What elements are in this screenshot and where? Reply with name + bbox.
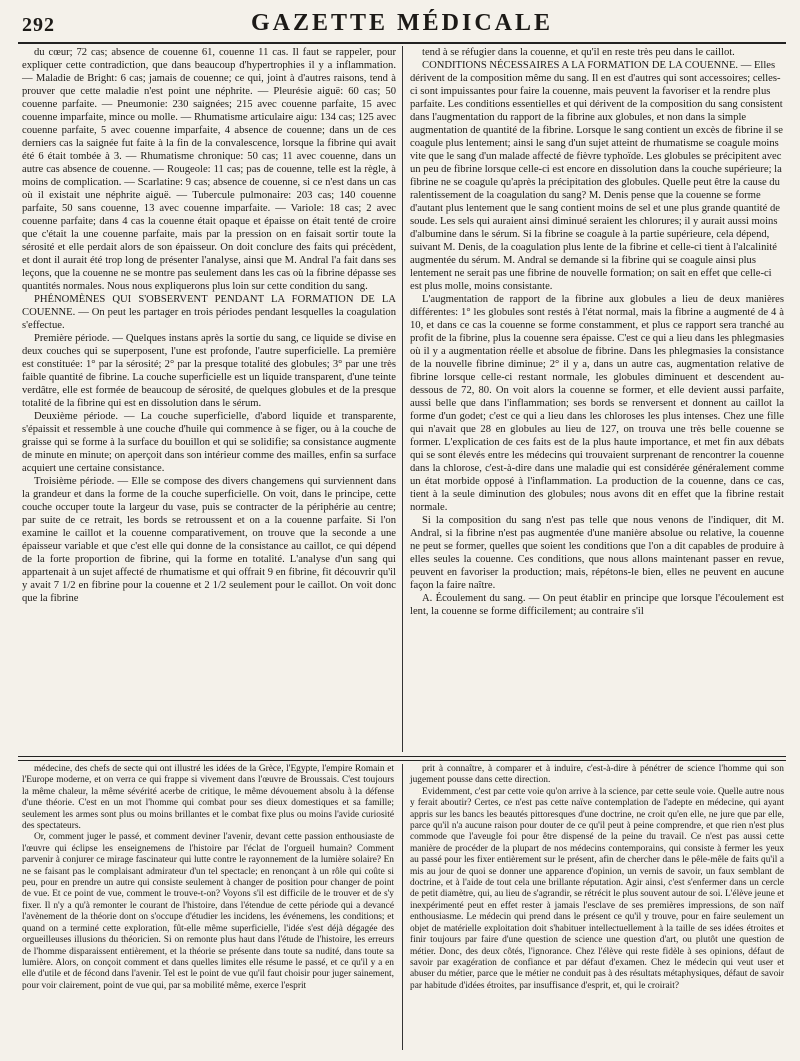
paragraph: tend à se réfugier dans la couenne, et qu'il en reste très peu dans le caillot. — [422, 47, 735, 58]
paragraph: Evidemment, c'est par cette voie qu'on arrive à la science, par cette seule voie. Quelle autre nous y ferait aboutir? Certes, ce n'est pas cette naïve contemplation de l'adepte en médecine, qui ayant appris sur les bancs les beautés pittoresques d'une doctrine, ne croit qu'en elle, ne jure que par elle, parce qu'il n'a aucune raison pour douter de ce qu'il peut à peine comprendre, et que rien n'est plus commode que l'aveugle foi pour être dispensé de la peine du travail. Ce n'est pas aussi cette manière de procéder de la plupart de nos médecins contemporains, qui consiste à fermer les yeux au passé pour les fixer entièrement sur le présent, afin de chercher dans le pêle-mêle de faits qu'il a mis au jour de quoi se donner une apparence d'opinion, un vernis de savoir, un faux semblant de doctrine, et à l'aide de tout cela une brillante réputation. Agir ainsi, c'est s'enfermer dans un cercle de petit diamètre, qui, au lieu de s'agrandir, se rétrécit le plus souvent autour de soi. L'élève jeune et inexpérimenté peut en effet rester à jamais l'esclave de ses premières impressions, de son naïf enthousiasme. Le médecin qui prend dans le présent ce qu'il y trouve, pour en faire seulement un objet de matérielle exploitation doit s'habituer intellectuellement à la taille de ses idées étroites et finir toujours par faire d'une question de science une question d'art, ou plutôt une question de métier. Donc, des deux côtés, l'ignorance. Chez l'élève qui reste fidèle à ses opinions, défaut de savoir par exagération de confiance et par défaut d'examen. Chez le médecin qui veut user et abuser du métier, parce que le métier ne conduit pas à des résultats métaphysiques, défaut de savoir par habitude d'idées étroites, par insuffisance d'esprit, et, qui le croirait? — [410, 786, 784, 991]
paragraph: L'augmentation de rapport de la fibrine aux globules a lieu de deux manières différentes: 1° les globules sont restés à l'état normal, mais la fibrine a augmenté de 4 à 10, et dans ce cas la couenne se forme constamment, et plus ce rapport sera tranché au profit de la fibrine, plus la couenne sera épaisse. C'est ce qui a lieu dans les phlegmasies où il y a augmentation réelle et absolue de fibrine. Dans les phlegmasies la consistance de la nouvelle fibrine diminue; 2° il y a, dans un autre cas, augmentation relative de fibrine lorsque celle-ci restant normale, les globules diminuent et descendent au-dessous de 72, 80. On voit alors la couenne se former, et elle devient aussi parfaite, aussi belle que dans l'inflammation; ses bords se renversent et donnent au caillot la forme d'un godet; c'est ce qui a lieu dans les chloroses les plus intenses. Chez une fille qui n'avait que 28 en globules au lieu de 127, on trouva une très belle couenne se former. L'explication de ces faits est de la plus haute importance, et met fin aux débats qui se sont élevés entre les médecins qui trouvaient surprenant de rencontrer la couenne dans la chlorose, c'est-à-dire dans une maladie qui est considérée généralement comme un état morbide opposé à l'inflammation. La production de la couenne, dans ce cas, tient à la seule diminution des globules; nous avons dit en effet que la fibrine restait normale. — [410, 294, 784, 513]
newspaper-page — [18, 8, 786, 1054]
page-number: 292 — [22, 14, 55, 36]
feuilleton — [18, 764, 786, 1054]
page-header — [18, 8, 786, 44]
publication-title: GAZETTE MÉDICALE — [250, 10, 554, 36]
feuilleton-right-column — [410, 764, 784, 992]
paragraph: Première période. — Quelques instans après la sortie du sang, ce liquide se divise en deux couches qui se superposent, l'une est profonde, l'autre superficielle. La première est constituée: 1° par la sérosité; 2° par la presque totalité des globules; 3° par une très faible quantité de fibrine. La couche superficielle est un liquide transparent, d'une teinte verdâtre, elle est formée de beaucoup de sérosité, de quelques globules et de la presque totalité de la fibrine qui est en dissolution dans le sérum. — [22, 333, 396, 409]
section-paragraph: CONDITIONS NÉCESSAIRES A LA FORMATION DE LA COUENNE. — Elles dérivent de la composition même du sang. Il en est d'autres qui sont accessoires; celles-ci sont impuissantes pour faire la couenne, mais peuvent la favoriser et la rendre plus parfaite. Les conditions essentielles et qui dérivent de la composition du sang consistent dans l'augmentation du rapport de la fibrine aux globules, et non dans la simple augmentation de quantité de la fibrine. Lorsque le sang contient un excès de fibrine il se coagule plus lentement; ainsi le sang d'un sujet atteint de rhumatisme se coagule moins vite que le sang d'un malade affecté de fièvre typhoïde. Les globules se précipitent avec un peu de fibrine lorsque celle-ci est encore en dissolution dans la couche supérieure; la fibrine ne se coagule qu'après la précipitation des globules. Quelle peut être la cause du ralentissement de la coagulation du sang? M. Denis pense que la couenne se forme d'autant plus lentement que le sang contient moins de sel et une plus grande quantité de soude. Les sels qui auraient ainsi diminué seraient les chlorures; il y aurait aussi moins d'albumine dans le sérum. Si la fibrine se coagule à la partie supérieure, cela dépend, suivant M. Denis, de la coagulation plus lente de la fibrine et celle-ci tient à l'alcalinité augmentée du sérum. M. Andral se demande si la fibrine qui se coagule ainsi plus lentement ne serait pas une fibrine de nouvelle formation; on sait en effet que celle-ci est plus molle, moins consistante. — [410, 60, 784, 292]
feuilleton-left-column — [22, 764, 394, 992]
feuilleton-separator — [18, 756, 786, 761]
section-paragraph: PHÉNOMÈNES QUI S'OBSERVENT PENDANT LA FORMATION DE LA COUENNE. — On peut les partager en trois périodes pendant lesquelles la coagulation s'effectue. — [22, 294, 396, 331]
paragraph: Troisième période. — Elle se compose des divers changemens qui surviennent dans la grandeur et dans la forme de la couche superficielle. On voit, dans le principe, cette couche occuper toute la largeur du vase, puis se contracter de la périphérie au centre; par suite de ce retrait, les bords se retroussent et on a la couenne parfaite. Si l'on examine le caillot et la couenne comparativement, on trouve que la seconde a une épaisseur variable et que c'est elle qui donne de la consistance au caillot, ce qui dépend de la forte proportion de fibrine, qui la forme en totalité. L'analyse d'un sang qui appartenait à un sujet affecté de rhumatisme et qui offrait 9 en fibrine, fit découvrir qu'il y avait 7 1/2 en fibrine pour la couenne et 2 1/2 seulement pour le caillot. On voit donc que la fibrine — [22, 476, 396, 604]
right-column — [410, 46, 784, 618]
paragraph: du cœur; 72 cas; absence de couenne 61, couenne 11 cas. Il faut se rappeler, pour expliquer cette contradiction, que dans beaucoup d'hypertrophies il y a inflammation. — Maladie de Bright: 6 cas; jamais de couenne; ce qui, joint à d'autres raisons, tend à prouver que cette maladie n'est point une néphrite. — Pleurésie aiguë: 60 cas; 50 couenne parfaite. — Pneumonie: 230 saignées; 215 avec couenne parfaite, 15 avec couenne imparfaite, mince ou molle. — Rhumatisme articulaire aigu: 134 cas; 125 avec couenne parfaite, 5 avec couenne imparfaite, 4 absence de couenne; dans un de ces derniers cas la saignée fut faite à la fin de la convalescence, lorsque la fibrine qui avait été 6 était tombée à 3. — Rhumatisme chronique: 50 cas; 11 avec couenne, dans un autre cas absence de couenne. — Rougeole: 11 cas; pas de couenne, telle est la règle, à moins de complication. — Scarlatine: 9 cas; absence de couenne, si ce n'est dans un cas où il existait une néphrite aiguë. — Tubercule pulmonaire: 203 cas; 140 couenne parfaite, 50 sans couenne, 13 avec couenne imparfaite. — Variole: 18 cas; 2 avec couenne parfaite; dans 4 cas la couenne était opaque et épaisse on était tenté de croire que c'était la une couenne parfaite, mais par la pression on en faisait sortir toute la sérosité et elle perdait alors de son épaisseur. On doit conclure des faits qui précèdent, et dont il aurait été trop long de présenter l'analyse, ainsi que M. Andral l'a fait dans ses leçons, que la couenne ne se montre pas seulement dans les cas où la fibrine dépasse ses quantités normales. Nous nous expliquerons plus loin sur cette condition du sang. — [22, 47, 396, 292]
paragraph: Or, comment juger le passé, et comment deviner l'avenir, devant cette passion enthousiaste de l'œuvre qui éclipse les enseignemens de l'histoire par l'éclat de l'orgueil humain? Comment parvenir à conjurer ce mirage fascinateur qui lutte contre le rayonnement de la lumière solaire? En ne se faisant pas le complaisant admirateur d'un tel spectacle; en renonçant à un rôle qui coûte si peu, pour en prendre un autre qui consiste seulement à changer de position pour changer de point de vue. Et ce point de vue, comment le trouve-t-on? Voyons s'il est difficile de le trouver et de s'y fixer. Il n'y a qu'à remonter le courant de l'histoire, dans l'étendue de cette période qui a devancé l'avènement de la théorie dont on s'occupe d'étudier les incidens, les événemens, les conditions; et quand on a terminé cette exploration, fût-elle même superficielle, l'idée s'est déjà dégagée des orgueilleuses illusions du théoricien. Si on remonte plus haut dans l'étude de l'histoire, les erreurs de l'homme disparaissent entièrement, et la théorie se présente dans toute sa nudité, dans toute sa lumière. Alors, on conçoit comment et dans quelles limites elle résume le passé, et ce qu'il y a en elle d'utile et de fécond dans l'avenir. Tel est le point de vue qu'il faut choisir pour juger sainement, pour voir clairement, point de vue qui, par sa mobilité même, exerce l'esprit — [22, 832, 394, 991]
paragraph: Si la composition du sang n'est pas telle que nous venons de l'indiquer, dit M. Andral, si la fibrine n'est pas augmentée d'une manière absolue ou relative, la couenne ne peut se former, quelles que soient les conditions que l'on a dit capables de produire à elles seules la couenne. Ces conditions, que nous allons maintenant passer en revue, peuvent en favoriser la production; mais, répétons-le bien, elles ne peuvent en aucune façon la faire naître. — [410, 515, 784, 591]
paragraph: A. Écoulement du sang. — On peut établir en principe que lorsque l'écoulement est lent, la couenne se forme difficilement; au contraire s'il — [410, 593, 784, 617]
paragraph: Deuxième période. — La couche superficielle, d'abord liquide et transparente, s'épaissit et ressemble à une couche d'huile qui commence à se figer, ou à la couche de graisse qui se forme à la surface du bouillon et qui se solidifie; sa consistance augmente de minute en minute; on aperçoit dans son intérieur comme des mailles, enfin sa surface acquiert une certaine consistance. — [22, 411, 396, 474]
paragraph: prit à connaître, à comparer et à induire, c'est-à-dire à pénétrer de science l'homme qui son jugement pousse dans cette direction. — [410, 764, 784, 786]
main-article — [18, 46, 786, 754]
paragraph: médecine, des chefs de secte qui ont illustré les idées de la Grèce, l'Egypte, l'empire Romain et l'Europe moderne, et on verra ce qui frappe si vivement dans l'œuvre de Broussais. C'est toujours la même chaleur, la même sévérité acerbe de critique, le même dévouement absolu à la défense d'une théorie. C'est en un mot l'homme qui combat pour ses dieux domestiques et sa famille; seulement les armes sont plus ou moins brillantes et le combat fixe plus ou moins l'avide curiosité des spectateurs. — [22, 764, 394, 832]
left-column — [22, 46, 396, 605]
column-divider — [402, 764, 403, 1050]
column-divider — [402, 46, 403, 752]
